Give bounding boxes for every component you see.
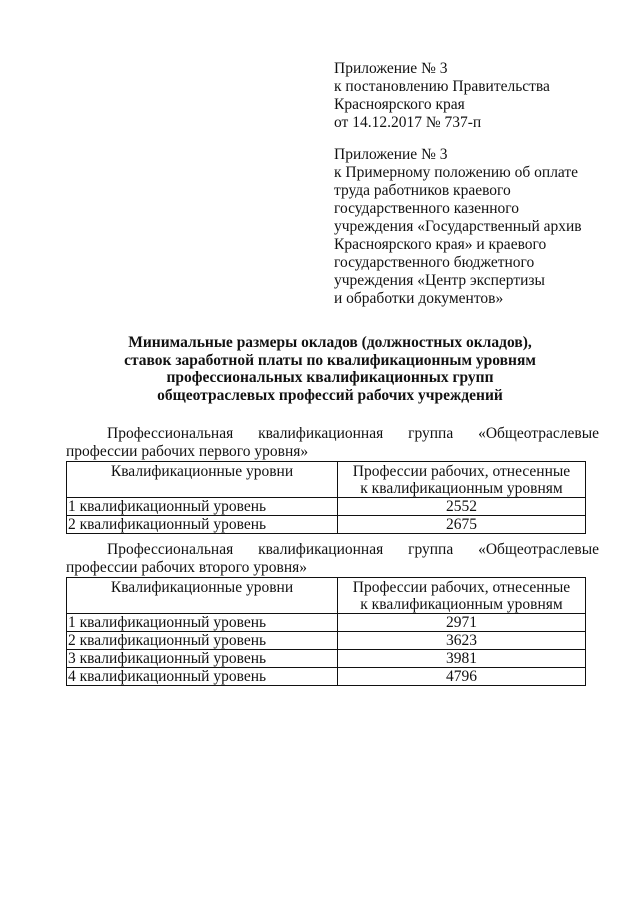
heading-word: группа — [408, 541, 454, 558]
annex-decree-reference — [334, 60, 624, 132]
column-header-professions — [338, 462, 586, 498]
annex-line: государственного бюджетного — [334, 254, 535, 271]
title-line: общеотраслевых профессий рабочих учреждений — [157, 386, 503, 404]
salary-table-second-level — [66, 577, 586, 686]
table-header-row — [67, 462, 586, 498]
column-header-levels: Квалификационные уровни — [67, 578, 338, 614]
heading-word: «Общеотраслевые — [478, 425, 599, 442]
annex-line: к Примерному положению об оплате — [334, 164, 579, 181]
annex-line: от 14.12.2017 № 737-п — [334, 114, 482, 131]
annex-line: труда работников краевого — [334, 182, 511, 199]
group-heading-second-level — [66, 541, 599, 577]
group-heading-line: профессии рабочих первого уровня» — [66, 443, 309, 460]
salary-cell: 3623 — [338, 632, 586, 650]
group-heading-first-level — [66, 425, 599, 461]
level-cell: 4 квалификационный уровень — [67, 668, 338, 686]
heading-word: Профессиональная — [107, 541, 234, 558]
group-heading-line — [66, 541, 599, 559]
column-header-levels: Квалификационные уровни — [67, 462, 338, 498]
level-cell: 1 квалификационный уровень — [67, 498, 338, 516]
level-cell: 3 квалификационный уровень — [67, 650, 338, 668]
title-line: профессиональных квалификационных групп — [166, 369, 494, 386]
annex-line: учреждения «Государственный архив — [334, 218, 582, 235]
column-header-professions — [338, 578, 586, 614]
header-line: к квалификационным уровням — [360, 596, 563, 613]
header-line: к квалификационным уровням — [360, 480, 563, 497]
heading-word: «Общеотраслевые — [478, 541, 599, 558]
annex-line: Приложение № 3 — [334, 60, 448, 77]
heading-word: группа — [408, 425, 454, 442]
document-title — [60, 334, 600, 404]
annex-line: Красноярского края — [334, 96, 465, 113]
title-line: Минимальные размеры окладов (должностных окладов), — [128, 334, 532, 351]
annex-line: к постановлению Правительства — [334, 78, 550, 95]
annex-regulation-reference — [334, 146, 624, 308]
annex-line: учреждения «Центр экспертизы — [334, 272, 545, 289]
heading-word: Профессиональная — [107, 425, 234, 442]
salary-cell: 2971 — [338, 614, 586, 632]
table-row — [67, 614, 586, 632]
heading-word: квалификационная — [258, 425, 384, 442]
table-row — [67, 650, 586, 668]
table-row — [67, 498, 586, 516]
header-line: Профессии рабочих, отнесенные — [352, 579, 571, 596]
table-row — [67, 516, 586, 534]
annex-line: Приложение № 3 — [334, 146, 448, 163]
annex-line: Красноярского края» и краевого — [334, 236, 547, 253]
salary-cell: 3981 — [338, 650, 586, 668]
salary-cell: 2552 — [338, 498, 586, 516]
heading-word: квалификационная — [258, 541, 384, 558]
header-line: Профессии рабочих, отнесенные — [352, 463, 571, 480]
level-cell: 2 квалификационный уровень — [67, 516, 338, 534]
title-line: ставок заработной платы по квалификационным уровням — [124, 351, 536, 369]
group-heading-line — [66, 425, 599, 443]
salary-cell: 4796 — [338, 668, 586, 686]
salary-table-first-level — [66, 461, 586, 534]
annex-line: государственного казенного — [334, 200, 520, 217]
group-heading-line: профессии рабочих второго уровня» — [66, 559, 307, 576]
table-header-row — [67, 578, 586, 614]
level-cell: 1 квалификационный уровень — [67, 614, 338, 632]
table-row — [67, 632, 586, 650]
salary-cell: 2675 — [338, 516, 586, 534]
level-cell: 2 квалификационный уровень — [67, 632, 338, 650]
table-row — [67, 668, 586, 686]
annex-line: и обработки документов» — [334, 290, 504, 307]
